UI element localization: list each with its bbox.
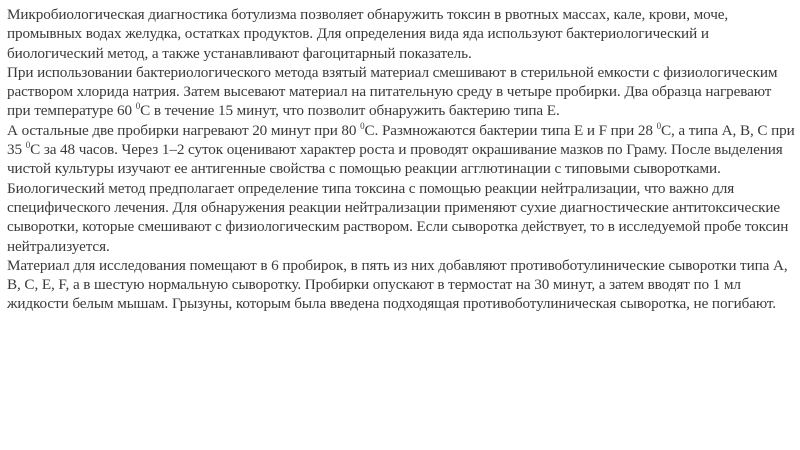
degree-superscript: 0 <box>25 140 31 151</box>
text-run: С, а типа А, В, С при 35 <box>7 121 795 159</box>
text-run: Материал для исследования помещают в 6 пробирок, в пять из них добавляют противоботулинические сыворотки типа А, В, С, Е, F, а в шестую нормальную сыворотку. Пробирки опускают в термостат на 30 минут, а затем вводят по 1 мл жидкости белым мышам. Грызуны, которым была введена подходящая противоботулиническая сыворотка, не погибают. <box>7 256 788 313</box>
paragraph-remaining-tubes <box>7 121 797 179</box>
paragraph-biological-method <box>7 179 797 256</box>
degree-superscript: 0 <box>135 101 141 112</box>
text-run: Микробиологическая диагностика ботулизма позволяет обнаружить токсин в рвотных массах, кале, крови, моче, промывных водах желудка, остатках продуктов. Для определения вида яда используют бактериологический и биологический метод, а также устанавливают фагоцитарный показатель. <box>7 6 729 62</box>
degree-superscript: 0 <box>360 120 365 131</box>
text-run: А остальные две пробирки нагревают 20 минут при 80 <box>7 121 361 139</box>
paragraph-microbiological-diagnosis <box>7 5 797 63</box>
body-text <box>7 5 797 314</box>
text-run: С за 48 часов. Через 1–2 суток оценивают характер роста и проводят окрашивание мазков по Граму. После выделения чистой культуры изучают ее антигенные свойства с помощью реакции агглютинации с типовыми сыворотками. <box>7 141 783 178</box>
text-run: С в течение 15 минут, что позволит обнаружить бактерию типа E. <box>140 102 560 120</box>
text-run: С. Размножаются бактерии типа E и F при 28 <box>364 121 657 139</box>
text-run: Биологический метод предполагает определение типа токсина с помощью реакции нейтрализации, что важно для специфического лечения. Для обнаружения реакции нейтрализации применяют сухие диагностические антитоксические сыворотки, которые смешивают с физиологическим раствором. Если сыворотка действует, то в исследуемой пробе токсин нейтрализуется. <box>7 179 789 255</box>
text-run: При использовании бактериологического метода взятый материал смешивают в стерильной емкости с физиологическим раствором хлорида натрия. Затем высевают материал на питательную среду в четыре пробирки. Два образца нагревают при температуре 60 <box>7 63 778 120</box>
paragraph-test-material <box>7 256 797 314</box>
paragraph-bacteriological-method <box>7 63 797 121</box>
degree-superscript: 0 <box>656 120 661 131</box>
